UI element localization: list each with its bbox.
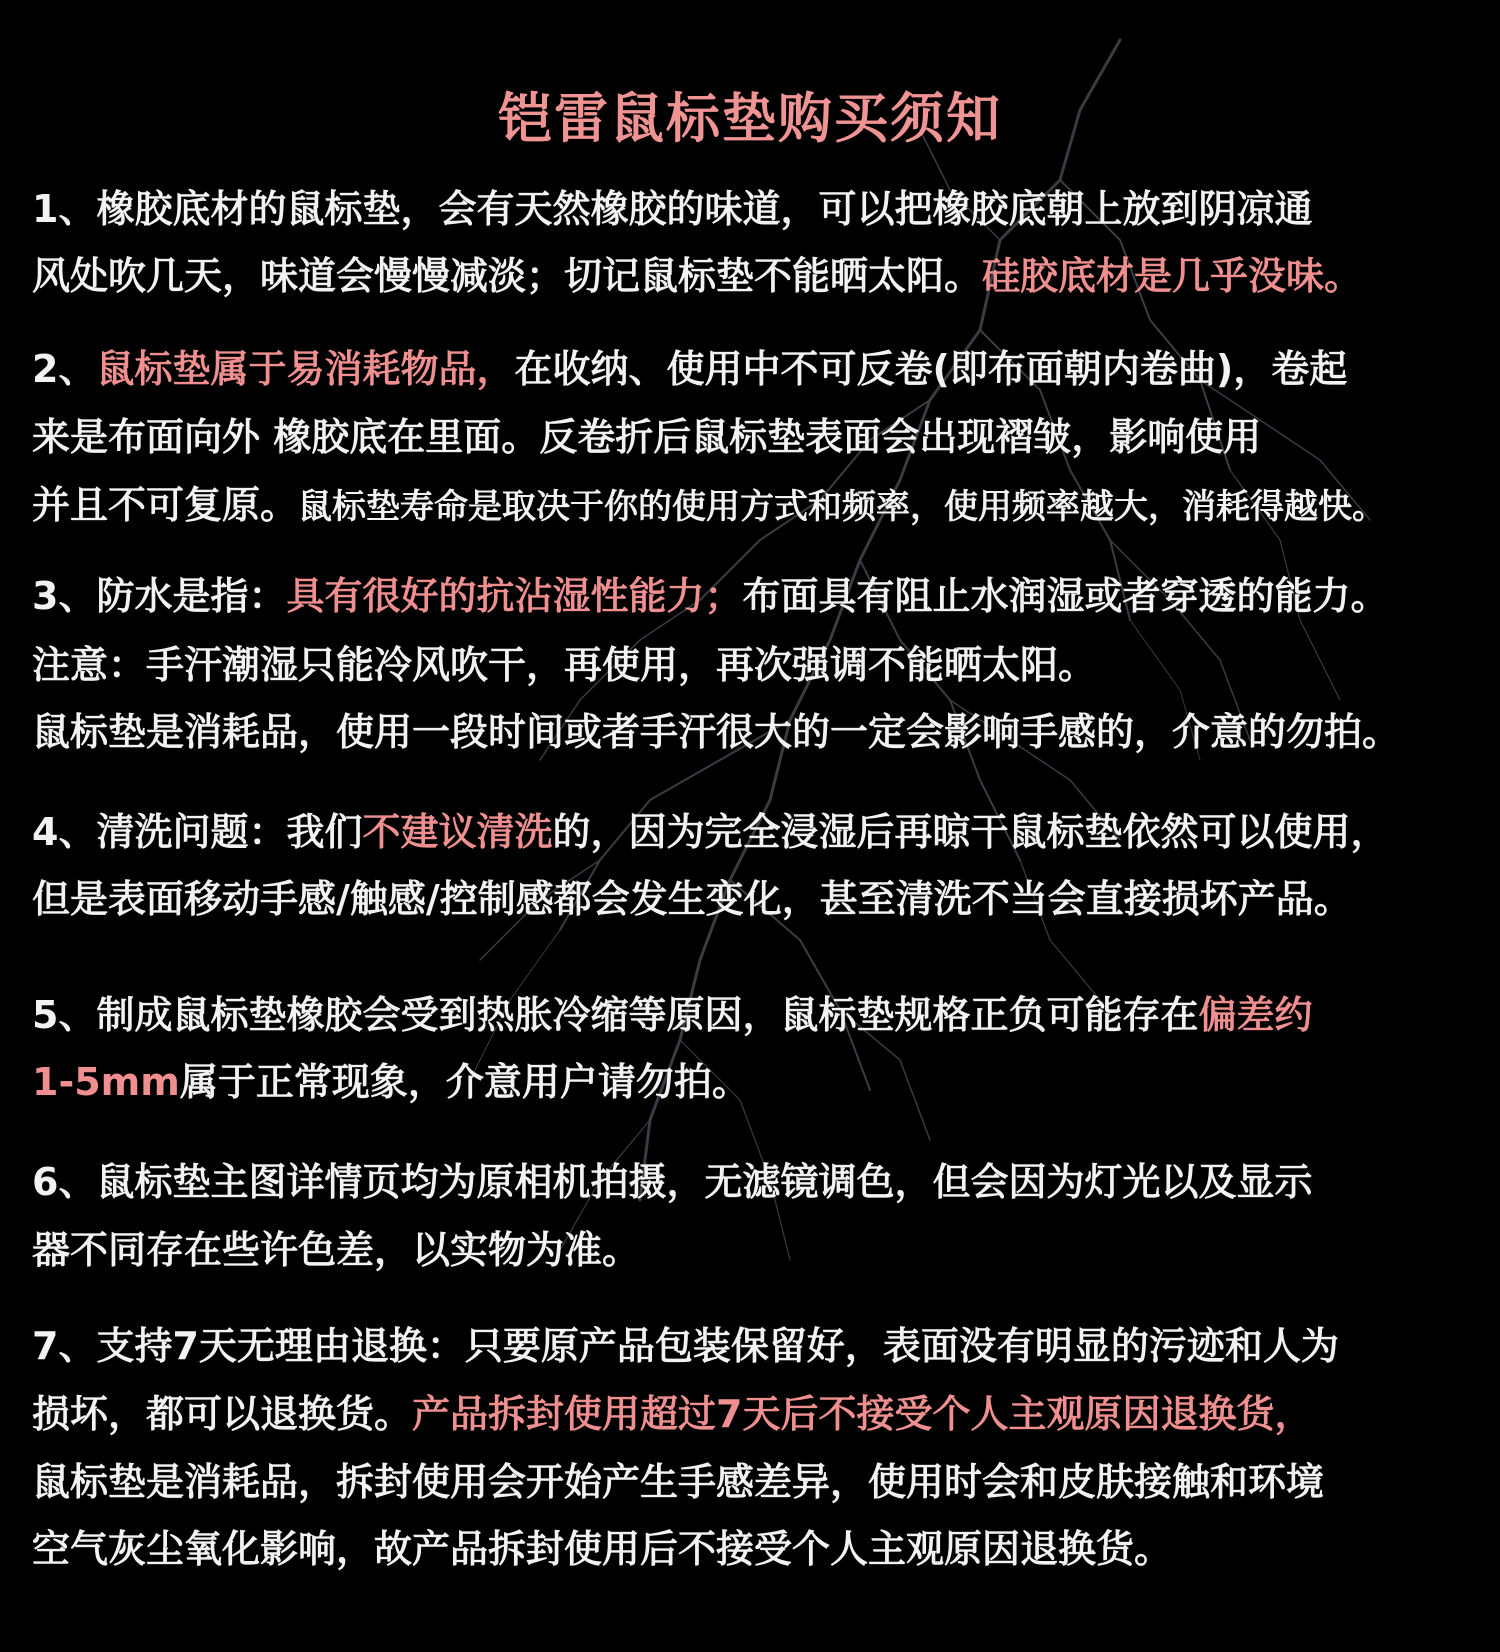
text-segment: 布面具有阻止水润湿或者穿透的能力。	[742, 574, 1389, 618]
text-segment: 鼠标垫寿命是取决于你的使用方式和频率，使用频率越大，消耗得越快。	[298, 487, 1387, 527]
text-segment: 在收纳、使用中不可反卷(即布面朝内卷曲)，卷起	[514, 347, 1348, 391]
item-7-line-1	[32, 1321, 1339, 1371]
item-5-line-2	[32, 1057, 750, 1107]
item-6-line-2	[32, 1225, 640, 1275]
text-segment: 1、橡胶底材的鼠标垫，会有天然橡胶的味道，可以把橡胶底朝上放到阴凉通	[32, 187, 1313, 231]
text-segment: 2、	[32, 347, 97, 391]
item-4-line-1	[32, 807, 1388, 857]
highlight-text: 1-5mm	[32, 1060, 180, 1104]
item-2-line-1	[32, 344, 1347, 394]
text-segment: 空气灰尘氧化影响，故产品拆封使用后不接受个人主观原因退换货。	[32, 1527, 1173, 1571]
item-3-line-3	[32, 707, 1400, 757]
item-7-line-3	[32, 1457, 1324, 1507]
text-segment: 5、制成鼠标垫橡胶会受到热胀冷缩等原因，鼠标垫规格正负可能存在	[32, 993, 1199, 1037]
page-title: 铠雷鼠标垫购买须知	[498, 87, 1002, 150]
text-segment: 并且不可复原。	[32, 483, 299, 527]
item-7-line-2	[32, 1389, 1312, 1439]
text-segment: 7、支持7天无理由退换：只要原产品包装保留好，表面没有明显的污迹和人为	[32, 1324, 1339, 1368]
item-1-line-2	[32, 251, 1362, 301]
item-3-line-1	[32, 571, 1388, 621]
item-4-line-2	[32, 874, 1352, 924]
text-segment: 3、防水是指：	[32, 574, 287, 618]
text-segment: 6、鼠标垫主图详情页均为原相机拍摄，无滤镜调色，但会因为灯光以及显示	[32, 1160, 1313, 1204]
text-segment: 风处吹几天，味道会慢慢减淡；切记鼠标垫不能晒太阳。	[32, 254, 983, 298]
highlight-text: 偏差约	[1198, 993, 1313, 1037]
text-segment: 属于正常现象，介意用户请勿拍。	[179, 1060, 750, 1104]
text-segment: 鼠标垫是消耗品，拆封使用会开始产生手感差异，使用时会和皮肤接触和环境	[32, 1460, 1325, 1504]
text-segment: 来是布面向外 橡胶底在里面。反卷折后鼠标垫表面会出现褶皱，影响使用	[32, 415, 1262, 459]
highlight-text: 产品拆封使用超过7天后不接受个人主观原因退换货，	[412, 1392, 1313, 1436]
text-segment: 注意：手汗潮湿只能冷风吹干，再使用，再次强调不能晒太阳。	[32, 643, 1097, 687]
highlight-text: 不建议清洗	[362, 810, 553, 854]
item-6-line-1	[32, 1157, 1312, 1207]
text-segment: 的，因为完全浸湿后再晾干鼠标垫依然可以使用，	[552, 810, 1389, 854]
item-3-line-2	[32, 640, 1096, 690]
text-segment: 鼠标垫是消耗品，使用一段时间或者手汗很大的一定会影响手感的，介意的勿拍。	[32, 710, 1401, 754]
item-1-line-1	[32, 184, 1312, 234]
item-2-line-2	[32, 412, 1261, 462]
item-7-line-4	[32, 1524, 1172, 1574]
item-5-line-1	[32, 990, 1312, 1040]
text-segment: 4、清洗问题：我们	[32, 810, 363, 854]
highlight-text: 鼠标垫属于易消耗物品，	[96, 347, 515, 391]
text-segment: 损坏，都可以退换货。	[32, 1392, 413, 1436]
item-2-line-3	[32, 480, 1386, 532]
highlight-text: 硅胶底材是几乎没味。	[982, 254, 1363, 298]
text-segment: 器不同存在些许色差，以实物为准。	[32, 1228, 641, 1272]
highlight-text: 具有很好的抗沾湿性能力；	[286, 574, 743, 618]
text-segment: 但是表面移动手感/触感/控制感都会发生变化，甚至清洗不当会直接损坏产品。	[32, 877, 1352, 921]
